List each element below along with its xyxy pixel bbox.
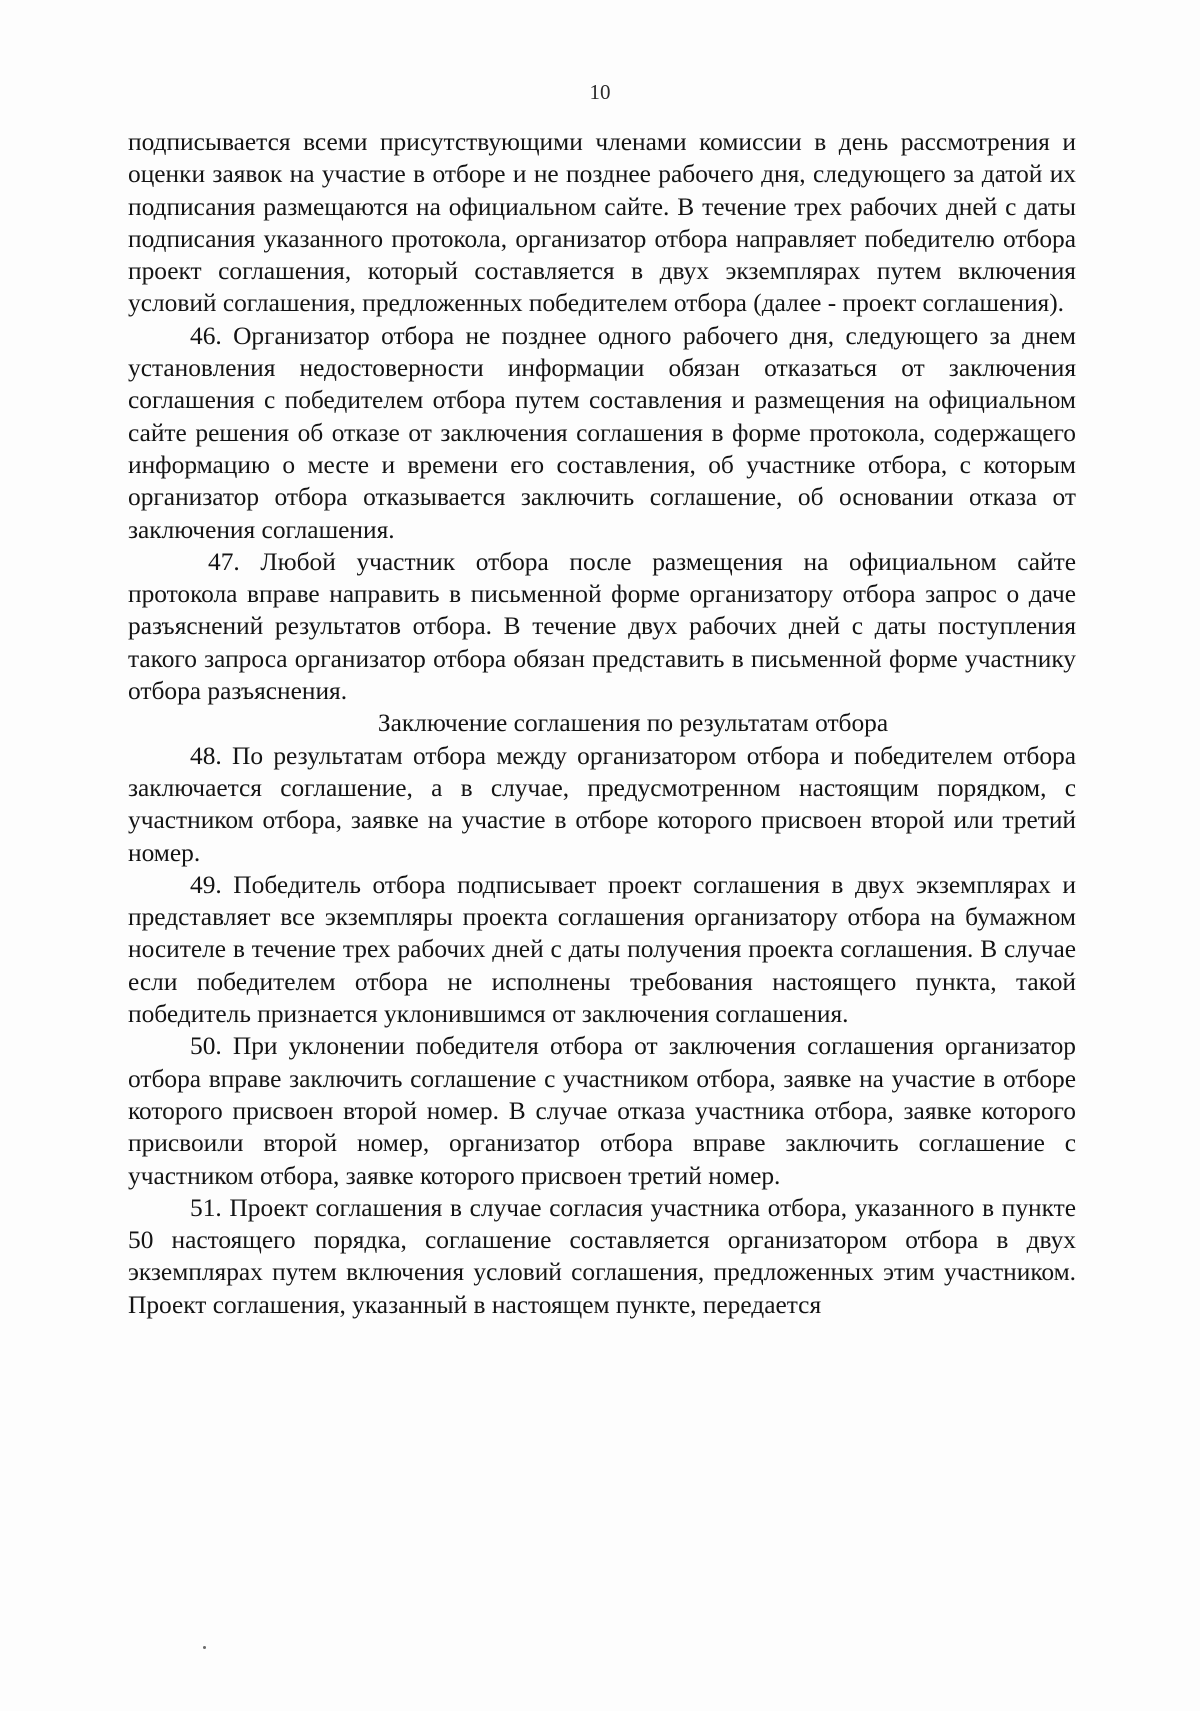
paragraph-50: 50. При уклонении победителя отбора от заключения соглашения организатор отбора вправе заключить соглашение с участником отбора, заявке на участие в отборе которого присвоен второй номер. В случае отказа участника отбора, заявке которого присвоили второй номер, организатор отбора вправе заключить соглашение с участником отбора, заявке которого присвоен третий номер. [128,1032,1076,1190]
section-heading: Заключение соглашения по результатам отбора [377,709,889,738]
page-number: 10 [589,80,611,104]
paragraph-47: 47. Любой участник отбора после размещения на официальном сайте протокола вправе направить в письменной форме организатору отбора запрос о даче разъяснений результатов отбора. В течение двух рабочих дней с даты поступления такого запроса организатор отбора обязан представить в письменной форме участнику отбора разъяснения. [128,547,1076,706]
paragraph-49: 49. Победитель отбора подписывает проект соглашения в двух экземплярах и представляет все экземпляры проекта соглашения организатору отбора на бумажном носителе в течение трех рабочих дней с даты получения проекта соглашения. В случае если победителем отбора не исполнены требования настоящего пункта, такой победитель признается уклонившимся от заключения соглашения. [128,870,1076,1029]
paragraph-51: 51. Проект соглашения в случае согласия участника отбора, указанного в пункте 50 настоящего порядка, соглашение составляется организатором отбора в двух экземплярах путем включения условий соглашения, предложенных этим участником. Проект соглашения, указанный в настоящем пункте, передается [128,1193,1076,1319]
paragraph-48: 48. По результатам отбора между организатором отбора и победителем отбора заключается соглашение, а в случае, предусмотренном настоящим порядком, с участником отбора, заявке на участие в отборе которого присвоен второй или третий номер. [128,741,1076,867]
document-body [128,126,1076,1321]
scan-speck [203,1646,206,1649]
paragraph-46: 46. Организатор отбора не позднее одного рабочего дня, следующего за днем установления недостоверности информации обязан отказаться от заключения соглашения с победителем отбора путем составления и размещения на официальном сайте решения об отказе от заключения соглашения в форме протокола, содержащего информацию о месте и времени его составления, об участнике отбора, с которым организатор отбора отказывается заключить соглашение, об основании отказа от заключения соглашения. [128,321,1076,544]
paragraph-continuation: подписывается всеми присутствующими членами комиссии в день рассмотрения и оценки заявок на участие в отборе и не позднее рабочего дня, следующего за датой их подписания размещаются на официальном сайте. В течение трех рабочих дней с даты подписания указанного протокола, организатор отбора направляет победителю отбора проект соглашения, который составляется в двух экземплярах путем включения условий соглашения, предложенных победителем отбора (далее - проект соглашения). [128,128,1076,318]
